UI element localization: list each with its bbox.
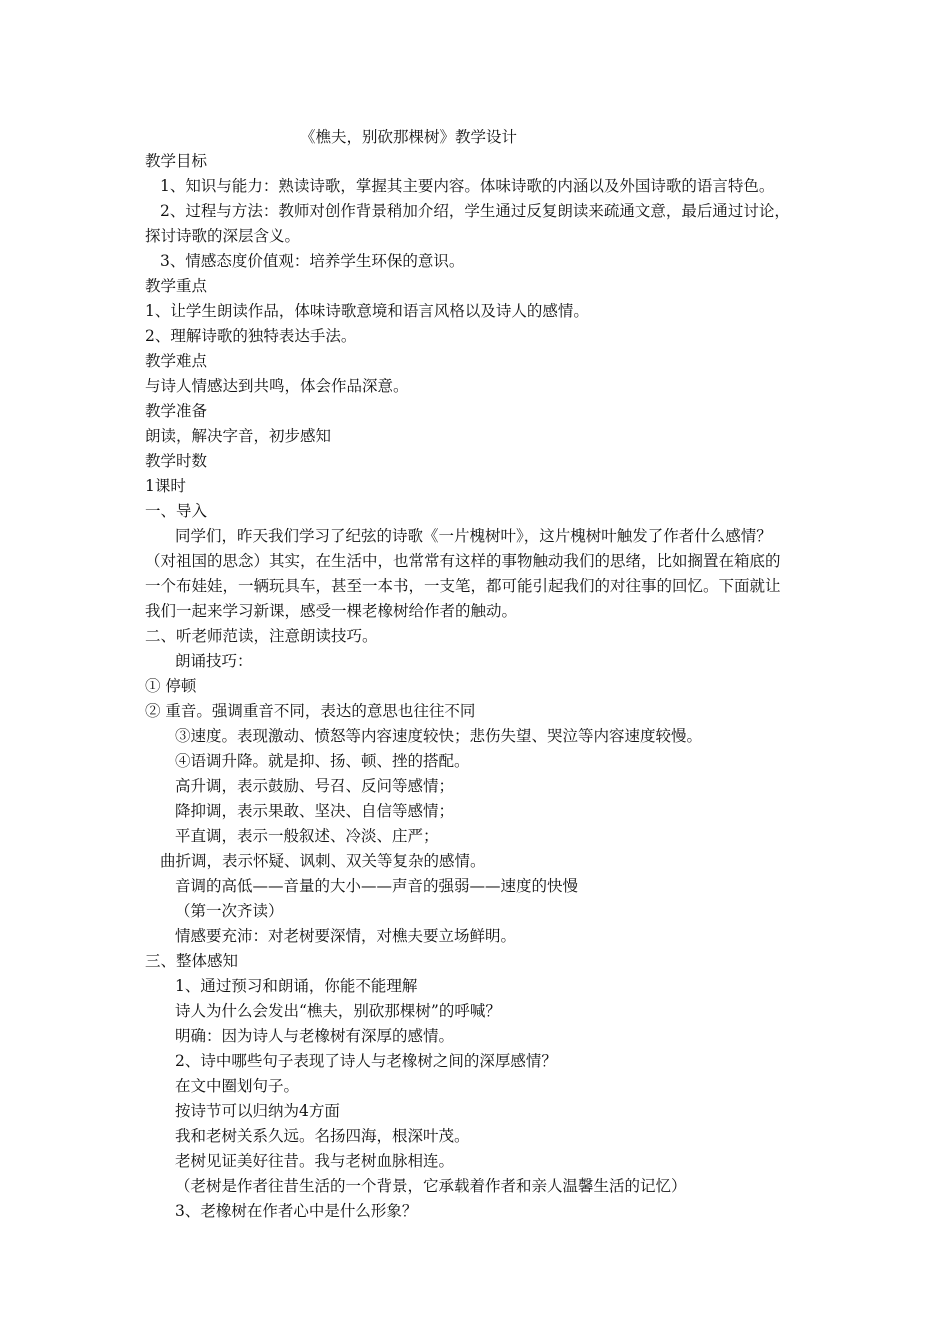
text-line: 2、理解诗歌的独特表达手法。 [145, 327, 357, 345]
text-line: 1课时 [145, 477, 186, 495]
document-title: 《樵夫，别砍那棵树》教学设计 [300, 128, 518, 146]
text-line: 二、听老师范读，注意朗读技巧。 [145, 627, 378, 645]
text-line: 音调的高低——音量的大小——声音的强弱——速度的快慢 [175, 877, 579, 895]
text-line: 三、整体感知 [145, 952, 239, 970]
text-line: 教学准备 [145, 402, 208, 420]
text-line: 教学目标 [145, 152, 208, 170]
text-line: 2、过程与方法：教师对创作背景稍加介绍，学生通过反复朗读来疏通文意，最后通过讨论， [160, 202, 790, 220]
text-line: （老树是作者往昔生活的一个背景，它承载着作者和亲人温馨生活的记忆） [175, 1177, 687, 1195]
text-line: 降抑调，表示果敢、坚决、自信等感情； [175, 802, 455, 820]
text-line: 教学难点 [145, 352, 208, 370]
text-line: 诗人为什么会发出“樵夫，别砍那棵树”的呼喊？ [175, 1002, 501, 1020]
text-line: 朗读，解决字音，初步感知 [145, 427, 332, 445]
text-line: 1、通过预习和朗诵，你能不能理解 [175, 977, 418, 995]
text-line: 教学重点 [145, 277, 208, 295]
text-line: 平直调，表示一般叙述、冷淡、庄严； [175, 827, 439, 845]
text-line: 老树见证美好往昔。我与老树血脉相连。 [175, 1152, 455, 1170]
document-body [145, 149, 815, 1224]
text-line: 教学时数 [145, 452, 208, 470]
text-line: 与诗人情感达到共鸣，体会作品深意。 [145, 377, 409, 395]
text-line: 情感要充沛：对老树要深情，对樵夫要立场鲜明。 [175, 927, 517, 945]
text-line: （第一次齐读） [175, 902, 284, 920]
text-line: 朗诵技巧： [175, 652, 253, 670]
text-line: 一、导入 [145, 502, 208, 520]
text-line: ④语调升降。就是抑、扬、顿、挫的搭配。 [175, 752, 470, 770]
text-line: 一个布娃娃，一辆玩具车，甚至一本书，一支笔，都可能引起我们的对往事的回忆。下面就让 [145, 577, 781, 595]
text-line: 在文中圈划句子。 [175, 1077, 300, 1095]
text-line: ① 停顿 [145, 677, 197, 695]
text-line: ③速度。表现激动、愤怒等内容速度较快；悲伤失望、哭泣等内容速度较慢。 [175, 727, 703, 745]
text-line: 我们一起来学习新课，感受一棵老橡树给作者的触动。 [145, 602, 518, 620]
text-line: 按诗节可以归纳为4方面 [175, 1102, 340, 1120]
text-line: 高升调，表示鼓励、号召、反问等感情； [175, 777, 455, 795]
text-line: 1、让学生朗读作品，体味诗歌意境和语言风格以及诗人的感情。 [145, 302, 589, 320]
text-line: 同学们，昨天我们学习了纪弦的诗歌《一片槐树叶》，这片槐树叶触发了作者什么感情？ [175, 527, 772, 545]
text-line: 3、情感态度价值观：培养学生环保的意识。 [160, 252, 465, 270]
text-line: 我和老树关系久远。名扬四海，根深叶茂。 [175, 1127, 470, 1145]
text-line: 2、诗中哪些句子表现了诗人与老橡树之间的深厚感情？ [175, 1052, 557, 1070]
text-line: ② 重音。强调重音不同，表达的意思也往往不同 [145, 702, 476, 720]
text-line: 明确：因为诗人与老橡树有深厚的感情。 [175, 1027, 455, 1045]
text-line: 探讨诗歌的深层含义。 [145, 227, 301, 245]
text-line: 曲折调，表示怀疑、讽刺、双关等复杂的感情。 [160, 852, 486, 870]
text-line: 3、老橡树在作者心中是什么形象？ [175, 1202, 418, 1220]
text-line: （对祖国的思念）其实，在生活中，也常常有这样的事物触动我们的思绪，比如搁置在箱底的 [145, 552, 781, 570]
text-line: 1、知识与能力：熟读诗歌，掌握其主要内容。体味诗歌的内涵以及外国诗歌的语言特色。 [160, 177, 775, 195]
